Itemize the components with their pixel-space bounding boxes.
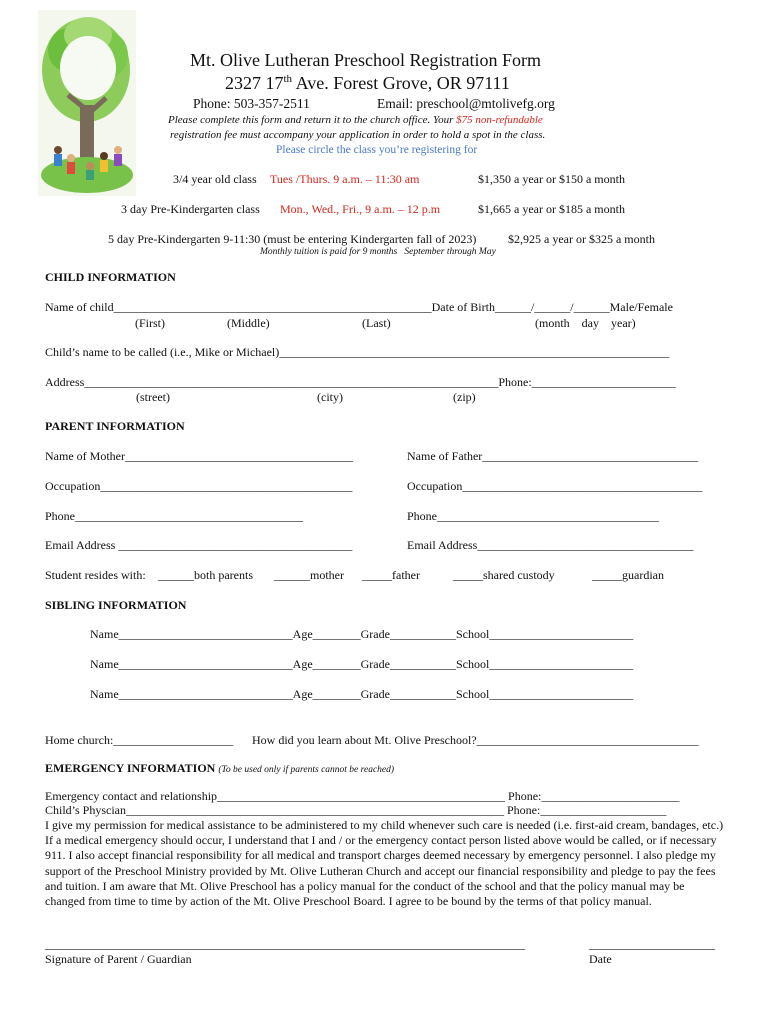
first-name-label: (First) bbox=[135, 316, 165, 330]
emergency-contact-field[interactable]: Emergency contact and relationship________________________________________________ Phone:_______________________ bbox=[45, 789, 680, 803]
resides-both-parents-option[interactable]: ______both parents bbox=[158, 568, 253, 582]
resides-with-label: Student resides with: bbox=[45, 568, 146, 582]
signature-label: Signature of Parent / Guardian bbox=[45, 952, 192, 966]
form-title: Mt. Olive Lutheran Preschool Registration Form bbox=[190, 50, 541, 70]
referral-source-field[interactable]: How did you learn about Mt. Olive Preschool?_____________________________________ bbox=[252, 733, 699, 747]
date-field[interactable]: _____________________ bbox=[589, 937, 715, 951]
class-option-price[interactable]: $1,350 a year or $150 a month bbox=[478, 172, 625, 186]
parent-info-heading: PARENT INFORMATION bbox=[45, 419, 185, 433]
sibling-row-field[interactable]: Name_____________________________Age________Grade___________School________________________ bbox=[90, 627, 634, 641]
father-phone-field[interactable]: Phone_____________________________________ bbox=[407, 509, 659, 523]
registration-fee: $75 non-refundable bbox=[456, 114, 543, 126]
class-option-name[interactable]: 5 day Pre-Kindergarten 9-11:30 (must be entering Kindergarten fall of 2023) bbox=[108, 232, 477, 246]
resides-mother-option[interactable]: ______mother bbox=[274, 568, 344, 582]
church-email: Email: preschool@mtolivefg.org bbox=[377, 96, 555, 111]
class-option-time[interactable]: Mon., Wed., Fri., 9 a.m. – 12 p.m bbox=[280, 202, 441, 216]
sibling-row-field[interactable]: Name_____________________________Age________Grade___________School________________________ bbox=[90, 657, 634, 671]
home-church-field[interactable]: Home church:____________________ bbox=[45, 733, 234, 747]
emergency-info-heading-row bbox=[45, 761, 394, 776]
last-name-label: (Last) bbox=[362, 316, 391, 330]
date-label: Date bbox=[589, 952, 612, 966]
church-address bbox=[225, 73, 510, 94]
class-option-name[interactable]: 3/4 year old class bbox=[173, 172, 257, 186]
class-option-price[interactable]: $2,925 a year or $325 a month bbox=[508, 232, 655, 246]
circle-class-note: Please circle the class you’re registering for bbox=[276, 144, 478, 156]
sibling-row-field[interactable]: Name_____________________________Age________Grade___________School________________________ bbox=[90, 687, 634, 701]
resides-guardian-option[interactable]: _____guardian bbox=[592, 568, 664, 582]
mother-email-field[interactable]: Email Address _______________________________________ bbox=[45, 538, 353, 552]
father-name-field[interactable]: Name of Father____________________________________ bbox=[407, 449, 699, 463]
physician-field[interactable]: Child’s Physcian_______________________________________________________________ Phone:_____________________ bbox=[45, 803, 667, 817]
mother-name-field[interactable]: Name of Mother______________________________________ bbox=[45, 449, 353, 463]
tuition-note: Monthly tuition is paid for 9 months September through May bbox=[260, 247, 496, 257]
address-number: 2327 17 bbox=[225, 73, 284, 93]
zip-label: (zip) bbox=[453, 390, 476, 404]
resides-shared-custody-option[interactable]: _____shared custody bbox=[453, 568, 555, 582]
preferred-name-field[interactable]: Child’s name to be called (i.e., Mike or Michael)_________________________________________________________________ bbox=[45, 345, 670, 359]
father-occupation-field[interactable]: Occupation________________________________________ bbox=[407, 479, 703, 493]
preschool-logo-illustration bbox=[38, 10, 136, 196]
instructions-line-1 bbox=[168, 114, 543, 126]
street-label: (street) bbox=[136, 390, 170, 404]
medical-permission-paragraph: I give my permission for medical assistance to be administered to my child whenever such care is needed (i.e. first-aid cream, bandages, etc.) If a medical emergency should occur, I understand that I and / or the emergency contact person listed above would be called, or if necessary 911. I also accept financial responsibility for all medical and transport charges deemed necessary by emergency personnel. I also pledge my support of the Preschool Ministry provided by Mt. Olive Lutheran Church and accept our financial responsibility and pledge to pay the fees and tuition. I am aware that Mt. Olive Preschool has a policy manual for the conduct of the school and that the policy manual may be changed from time to time by action of the Mt. Olive Preschool Board. I agree to be bound by the terms of that policy manual. bbox=[45, 818, 724, 909]
emergency-info-note: (To be used only if parents cannot be reached) bbox=[218, 765, 395, 775]
instructions-line-2: registration fee must accompany your application in order to hold a spot in the class. bbox=[170, 129, 546, 141]
instructions-text: Please complete this form and return it to the church office. Your bbox=[168, 114, 457, 126]
class-option-time[interactable]: Tues /Thurs. 9 a.m. – 11:30 am bbox=[270, 172, 420, 186]
address-field[interactable]: Address_____________________________________________________________________Phone:________________________ bbox=[45, 375, 676, 389]
child-name-field[interactable]: Name of child_____________________________________________________Date of Birth______/______/______Male/Female bbox=[45, 300, 673, 314]
father-email-field[interactable]: Email Address____________________________________ bbox=[407, 538, 694, 552]
emergency-info-heading: EMERGENCY INFORMATION bbox=[45, 761, 216, 775]
dob-format-label: (month day year) bbox=[535, 316, 636, 330]
mother-occupation-field[interactable]: Occupation__________________________________________ bbox=[45, 479, 353, 493]
address-street: Ave. Forest Grove, OR 97111 bbox=[292, 73, 510, 93]
church-phone: Phone: 503-357-2511 bbox=[193, 96, 310, 111]
mother-phone-field[interactable]: Phone______________________________________ bbox=[45, 509, 303, 523]
class-option-price[interactable]: $1,665 a year or $185 a month bbox=[478, 202, 625, 216]
address-superscript: th bbox=[283, 73, 293, 85]
class-option-name[interactable]: 3 day Pre-Kindergarten class bbox=[121, 202, 260, 216]
resides-father-option[interactable]: _____father bbox=[362, 568, 420, 582]
signature-field[interactable]: ________________________________________________________________________________ bbox=[45, 937, 525, 951]
child-info-heading: CHILD INFORMATION bbox=[45, 270, 176, 284]
sibling-info-heading: SIBLING INFORMATION bbox=[45, 598, 187, 612]
middle-name-label: (Middle) bbox=[227, 316, 270, 330]
city-label: (city) bbox=[317, 390, 343, 404]
